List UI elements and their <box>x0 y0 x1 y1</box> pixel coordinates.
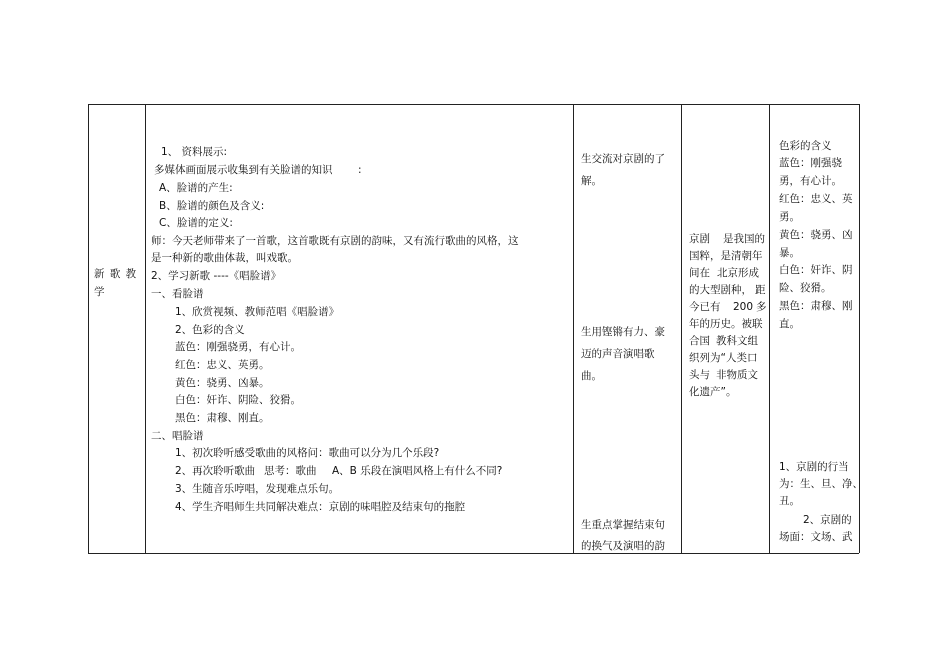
student-line: 生重点掌握结束句 <box>581 519 665 531</box>
content-line: 2、再次聆听歌曲 <box>175 465 256 477</box>
content-line: 思考：歌曲 <box>264 465 317 477</box>
content-line: 黑色：肃穆、刚直。 <box>175 412 270 424</box>
right-line: 1、京剧的行当 <box>779 461 849 473</box>
right-line: 白色：奸诈、阴 <box>779 264 853 276</box>
note-line: 头与 <box>689 369 710 381</box>
content-line: 2、色彩的含义 <box>175 324 245 336</box>
content-line: 黄色：骁勇、凶暴。 <box>175 377 270 389</box>
column-divider-1 <box>145 104 146 553</box>
column-divider-4 <box>769 104 770 553</box>
right-line: 勇，有心计。 <box>779 175 842 187</box>
note-line: 国粹，是清朝年 <box>689 250 763 262</box>
note-line: 距 <box>755 284 766 296</box>
note-line: 非物质文 <box>716 369 758 381</box>
content-line: 白色：奸诈、阴险、狡猾。 <box>175 394 301 406</box>
note-line: 教科文组 <box>716 335 758 347</box>
content-line: 二、唱脸谱 <box>151 430 204 442</box>
column-divider-3 <box>681 104 682 553</box>
content-line: 3、生随音乐哼唱，发现难点乐句。 <box>175 483 340 495</box>
row-label-line-2: 学 <box>94 286 105 298</box>
note-line: 化遗产”。 <box>689 386 737 398</box>
content-line: 1、 资料展示: <box>161 146 228 158</box>
note-line: 年的历史。被联 <box>689 318 763 330</box>
right-line: 色彩的含义 <box>779 140 832 152</box>
student-line: 曲。 <box>581 370 602 382</box>
content-line: 4、学生齐唱师生共同解决难点：京剧的味唱腔及结束句的拖腔 <box>175 501 466 513</box>
student-line: 迈的声音演唱歌 <box>581 348 655 360</box>
right-line: 为：生、旦、净、 <box>779 478 863 490</box>
note-line: 合国 <box>689 335 710 347</box>
student-line: 生交流对京剧的了 <box>581 153 665 165</box>
right-line: 直。 <box>779 318 800 330</box>
table-bottom-border <box>88 553 859 554</box>
content-line: 蓝色：刚强骁勇，有心计。 <box>175 341 301 353</box>
content-line: 是一种新的歌曲体裁，叫戏歌。 <box>151 252 298 264</box>
row-label-line-1: 新 歌 教 <box>94 268 138 280</box>
content-line: A、脸谱的产生: <box>159 182 233 194</box>
right-line: 黄色：骁勇、凶 <box>779 229 853 241</box>
right-line: 场面：文场、武 <box>779 531 853 543</box>
content-line: 1、初次聆听感受歌曲的风格问：歌曲可以分为几个乐段? <box>175 447 440 459</box>
right-line: 险、狡猾。 <box>779 282 832 294</box>
table-top-border <box>88 104 859 105</box>
student-line: 生用铿锵有力、豪 <box>581 326 665 338</box>
note-line: 多 <box>756 301 767 313</box>
content-line: 师：今天老师带来了一首歌，这首歌既有京剧的韵味，又有流行歌曲的风格，这 <box>151 235 519 247</box>
content-line: : <box>358 164 362 176</box>
note-line: 今已有 <box>689 301 721 313</box>
content-line: 多媒体画面展示收集到有关脸谱的知识 <box>154 164 333 176</box>
right-line: 红色：忠义、英 <box>779 193 853 205</box>
content-line: B、脸谱的颜色及含义: <box>159 200 265 212</box>
content-line: 一、看脸谱 <box>151 288 204 300</box>
note-line: 200 <box>733 301 754 313</box>
note-line: 的大型剧种， <box>689 284 752 296</box>
right-line: 暴。 <box>779 247 800 259</box>
content-line: 2、学习新歌 ----《唱脸谱》 <box>151 270 282 282</box>
note-line: 是我国的 <box>723 233 765 245</box>
content-line: 1、欣赏视频、教师范唱《唱脸谱》 <box>175 306 340 318</box>
right-line: 勇。 <box>779 211 800 223</box>
right-line: 丑。 <box>779 495 800 507</box>
note-line: 织列为“人类口 <box>689 352 758 364</box>
table-left-border <box>88 104 89 553</box>
column-divider-2 <box>573 104 574 553</box>
student-line: 解。 <box>581 175 602 187</box>
content-line: 红色：忠义、英勇。 <box>175 359 270 371</box>
content-line: A、B 乐段在演唱风格上有什么不同? <box>332 465 503 477</box>
right-line: 蓝色：刚强骁 <box>779 157 842 169</box>
note-line: 北京形成 <box>717 267 759 279</box>
student-line: 的换气及演唱的韵 <box>581 540 665 552</box>
right-line: 黑色：肃穆、刚 <box>779 300 853 312</box>
note-line: 京剧 <box>689 233 710 245</box>
right-line: 2、京剧的 <box>803 514 852 526</box>
content-line: C、脸谱的定义: <box>159 217 233 229</box>
note-line: 间在 <box>689 267 710 279</box>
